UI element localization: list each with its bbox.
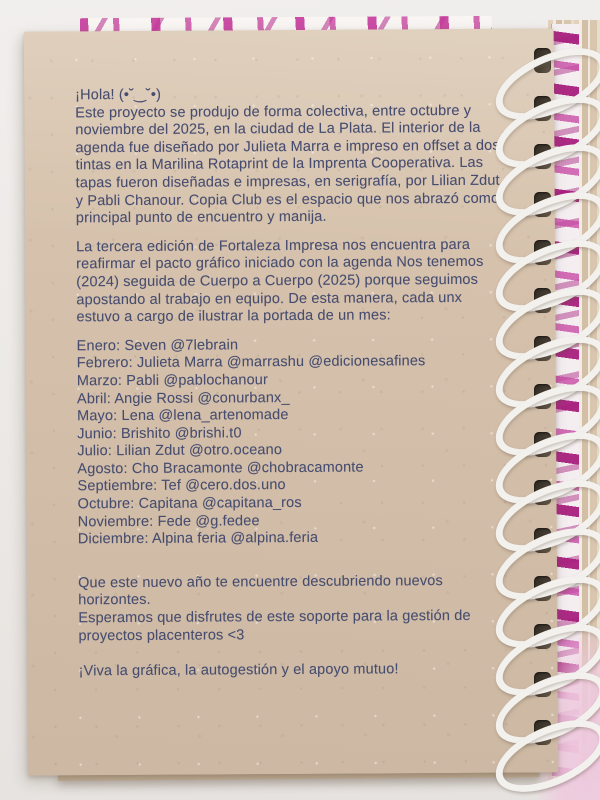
month-credit-line: Noviembre: Fede @g.fedee <box>77 512 260 530</box>
wish-block <box>78 573 506 646</box>
greeting-line: ¡Hola! (•˘‿˘•) <box>75 86 162 104</box>
month-credit-line: Julio: Lilian Zdut @otro.oceano <box>77 442 283 460</box>
month-credit-line: Enero: Seven @7lebrain <box>76 337 239 355</box>
slogan-line: ¡Viva la gráfica, la autogestión y el apoyo mutuo! <box>78 661 399 680</box>
month-credit-list <box>77 335 506 549</box>
month-credit-line: Marzo: Pabli @pablochanour <box>76 372 269 390</box>
month-credit-line: Septiembre: Tef @cero.dos.uno <box>77 477 286 495</box>
notebook-page <box>24 28 559 775</box>
month-credit-line: Mayo: Lena @lena_artenomade <box>77 407 289 425</box>
intro-block <box>75 85 504 228</box>
wish-line: Que este nuevo año te encuentre descubriendo nuevos horizontes. <box>78 572 443 609</box>
month-credit-line: Diciembre: Alpina feria @alpina.feria <box>77 530 319 548</box>
month-credit-line: Abril: Angie Rossi @conurbanx_ <box>76 389 290 407</box>
month-credit-line: Octubre: Capitana @capitana_ros <box>77 494 302 513</box>
edition-block <box>76 236 505 327</box>
month-credit-line: Febrero: Julieta Marra @marrashu @edicionesafines <box>76 353 426 372</box>
month-credit-line: Agosto: Cho Bracamonte @chobracamonte <box>77 459 364 478</box>
edition-paragraph: La tercera edición de Fortaleza Impresa nos encuentra para reafirmar el pacto gráfico iniciado con la agenda Nos tenemos (2024) seguida de Cuerpo a Cuerpo (2025) porque seguimos apostando al trabajo en equipo. De esta manera, cada unx estuvo a cargo de ilustrar la portada de un mes: <box>76 236 484 326</box>
month-credit-line: Junio: Brishito @brishi.t0 <box>77 424 242 442</box>
page-text <box>75 85 507 681</box>
wish-line: Esperamos que disfrutes de este soporte para la gestión de proyectos placenteros <3 <box>78 607 471 644</box>
intro-paragraph: Este proyecto se produjo de forma colectiva, entre octubre y noviembre del 2025, en la ciudad de La Plata. El interior de la agenda fue diseñado por Julieta Marra e impreso en offset a dos tintas en la Marilina Rotaprint de la Imprenta Cooperativa. Las tapas fueron diseñadas e impresas, en serigrafía, por Lilian Zdut y Pabli Chanour. Copia Club es el espacio que nos abrazó como principal punto de encuentro y manija. <box>75 102 500 227</box>
